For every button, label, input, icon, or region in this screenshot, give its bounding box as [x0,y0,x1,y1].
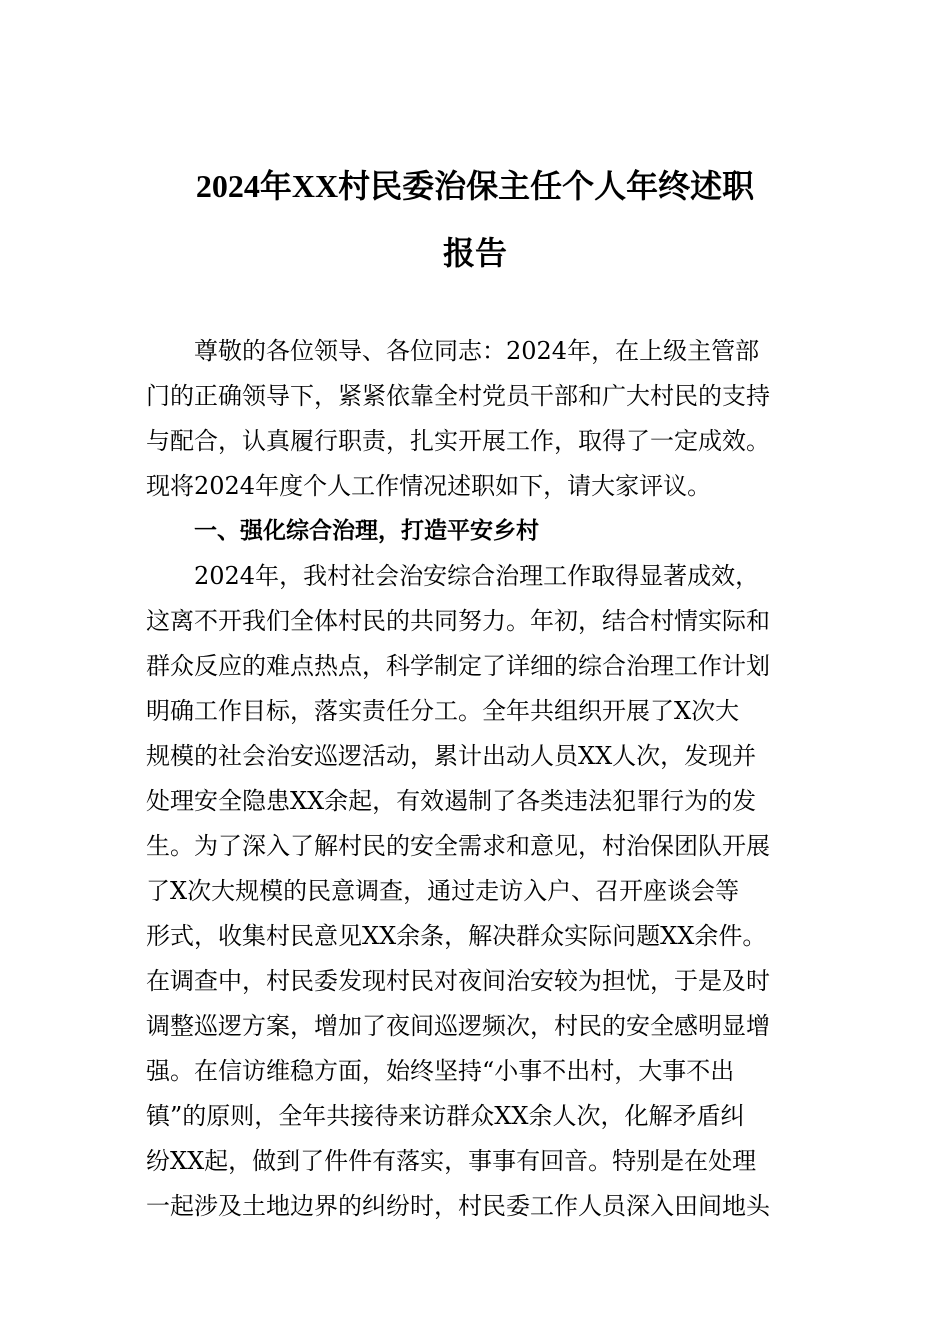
section-heading: 一、强化综合治理，打造平安乡村 [194,518,539,544]
section-line: 2024年，我村社会治安综合治理工作取得显著成效， [194,562,760,590]
intro-line: 与配合，认真履行职责，扎实开展工作，取得了一定成效。 [146,427,770,455]
document-title-line-2: 报告 [442,235,507,271]
section-line: 明确工作目标，落实责任分工。全年共组织开展了X次大 [146,697,740,725]
section-line: 镇”的原则，全年共接待来访群众XX余人次，化解矛盾纠 [146,1102,745,1130]
section-line: 在调查中，村民委发现村民对夜间治安较为担忧，于是及时 [146,967,770,995]
section-line: 调整巡逻方案，增加了夜间巡逻频次，村民的安全感明显增 [146,1012,770,1040]
intro-line: 尊敬的各位领导、各位同志：2024年，在上级主管部 [194,337,760,365]
section-line: 纷XX起，做到了件件有落实，事事有回音。特别是在处理 [146,1147,757,1175]
document-title-line-1: 2024年XX村民委治保主任个人年终述职 [195,168,755,204]
section-line: 强。在信访维稳方面，始终坚持“小事不出村，大事不出 [146,1057,735,1085]
section-line: 群众反应的难点热点，科学制定了详细的综合治理工作计划 [146,652,770,680]
intro-line: 门的正确领导下，紧紧依靠全村党员干部和广大村民的支持 [146,382,770,410]
intro-line: 现将2024年度个人工作情况述职如下，请大家评议。 [146,472,712,500]
section-line: 一起涉及土地边界的纠纷时，村民委工作人员深入田间地头 [146,1192,770,1220]
document-body [146,329,836,1229]
section-line: 处理安全隐患XX余起，有效遏制了各类违法犯罪行为的发 [146,787,757,815]
section-line: 规模的社会治安巡逻活动，累计出动人员XX人次，发现并 [146,742,757,770]
section-line: 生。为了深入了解村民的安全需求和意见，村治保团队开展 [146,832,770,860]
section-line: 这离不开我们全体村民的共同努力。年初，结合村情实际和 [146,607,770,635]
section-line: 形式，收集村民意见XX余条，解决群众实际问题XX余件。 [146,922,767,950]
section-line: 了X次大规模的民意调查，通过走访入户、召开座谈会等 [146,877,740,905]
